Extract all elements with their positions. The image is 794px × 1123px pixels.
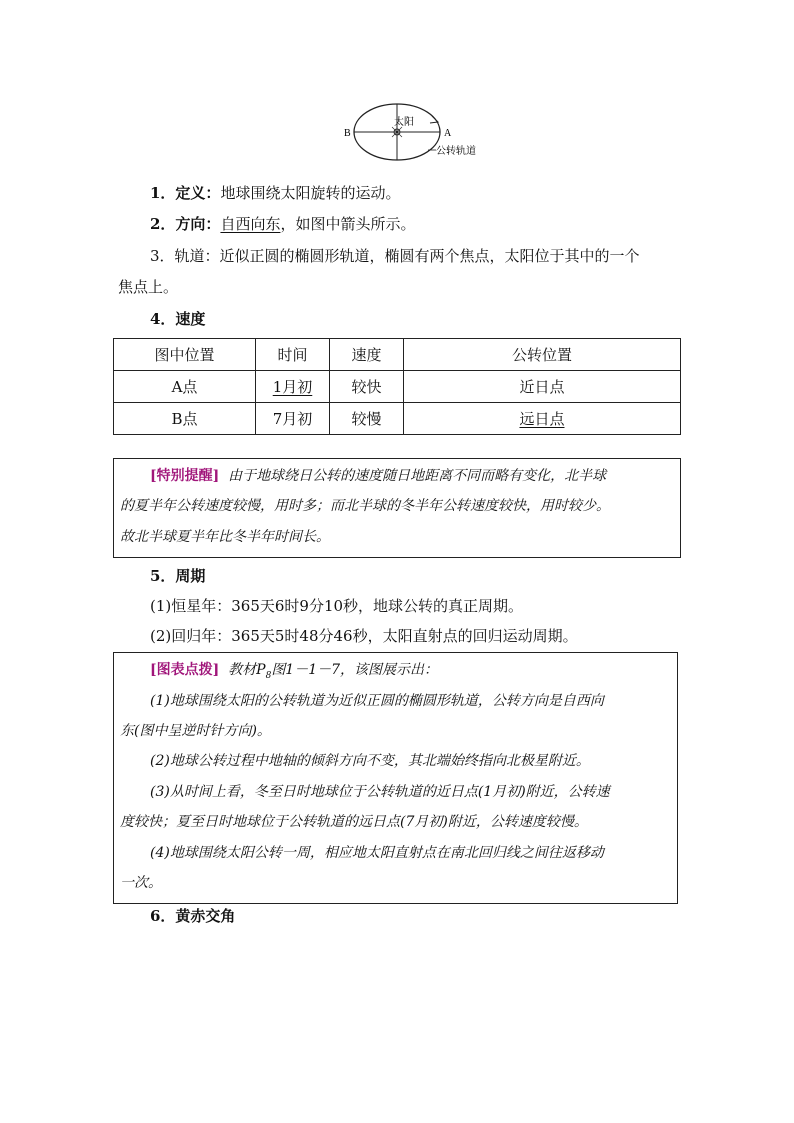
figure-note-p2-line-1: (2)地球公转过程中地轴的倾斜方向不变，其北端始终指向北极星附近。 [150, 753, 590, 769]
special-note-line-3: 故北半球夏半年比冬半年时间长。 [120, 529, 330, 545]
figure-note-p3-line-2: 度较快；夏至日时地球位于公转轨道的远日点(7月初)附近，公转速度较慢。 [120, 814, 588, 830]
header-orbit-position: 公转位置 [404, 339, 681, 371]
orbit-diagram [340, 100, 490, 170]
orbit-line-2: 焦点上。 [118, 278, 179, 296]
cell-time [256, 371, 330, 403]
figure-note-p3-line-1: (3)从时间上看，冬至日时地球位于公转轨道的近日点(1月初)附近，公转速 [150, 784, 610, 800]
special-note-line-2: 的夏半年公转速度较慢，用时多；而北半球的冬半年公转速度较快，用时较少。 [120, 498, 610, 514]
cell-orbit-value: 远日点 [519, 410, 565, 428]
label-sun: 太阳 [394, 117, 414, 128]
definition-line [150, 183, 400, 203]
special-note-tag: [特别提醒] [150, 468, 220, 484]
direction-value: 自西向东 [220, 215, 281, 233]
special-note-text-1: 由于地球绕日公转的速度随日地距离不同而略有变化，北半球 [228, 468, 607, 484]
label-a: A [444, 128, 452, 139]
figure-note-box [113, 652, 678, 904]
table-header-row [114, 339, 681, 371]
header-time: 时间 [256, 339, 330, 371]
cell-speed: 较慢 [330, 403, 404, 435]
header-speed: 速度 [330, 339, 404, 371]
definition-prefix: 1．定义： [150, 184, 221, 202]
figure-note-intro-sub: 8 [265, 670, 272, 681]
label-orbit: 公转轨道 [436, 146, 476, 157]
label-b: B [344, 128, 351, 139]
figure-note-intro [150, 660, 438, 686]
table-row [114, 371, 681, 403]
orbit-line-1: 3．轨道：近似正圆的椭圆形轨道，椭圆有两个焦点，太阳位于其中的一个 [150, 247, 640, 265]
cell-time-value: 1月初 [272, 378, 313, 396]
direction-prefix: 2．方向： [150, 215, 221, 233]
speed-heading: 4．速度 [150, 310, 206, 328]
figure-note-p4-line-1: (4)地球围绕太阳公转一周，相应地太阳直射点在南北回归线之间往返移动 [150, 845, 604, 861]
figure-note-p1-line-1: (1)地球围绕太阳的公转轨道为近似正圆的椭圆形轨道，公转方向是自西向 [150, 693, 604, 709]
figure-note-p1-line-2: 东(图中呈逆时针方向)。 [120, 723, 271, 739]
table-row [114, 403, 681, 435]
cell-position: A点 [114, 371, 256, 403]
ecliptic-heading: 6．黄赤交角 [150, 907, 236, 925]
period-sidereal: (1)恒星年：365天6时9分10秒，地球公转的真正周期。 [150, 597, 524, 615]
figure-note-p4-line-2: 一次。 [120, 875, 162, 891]
period-heading: 5．周期 [150, 567, 206, 585]
definition-text: 地球围绕太阳旋转的运动。 [220, 184, 401, 202]
figure-note-intro-b: 图1－1－7，该图展示出： [271, 662, 439, 678]
period-tropical: (2)回归年：365天5时48分46秒，太阳直射点的回归运动周期。 [150, 627, 578, 645]
header-position: 图中位置 [114, 339, 256, 371]
special-note-line-1 [150, 466, 606, 486]
cell-speed: 较快 [330, 371, 404, 403]
cell-time: 7月初 [256, 403, 330, 435]
figure-note-intro-a: 教材P [228, 662, 266, 678]
direction-line [150, 214, 415, 234]
cell-orbit-position [404, 403, 681, 435]
figure-note-tag: [图表点拨] [150, 662, 220, 678]
cell-position: B点 [114, 403, 256, 435]
direction-suffix: ，如图中箭头所示。 [280, 215, 416, 233]
speed-table [113, 338, 681, 435]
cell-orbit-position: 近日点 [404, 371, 681, 403]
